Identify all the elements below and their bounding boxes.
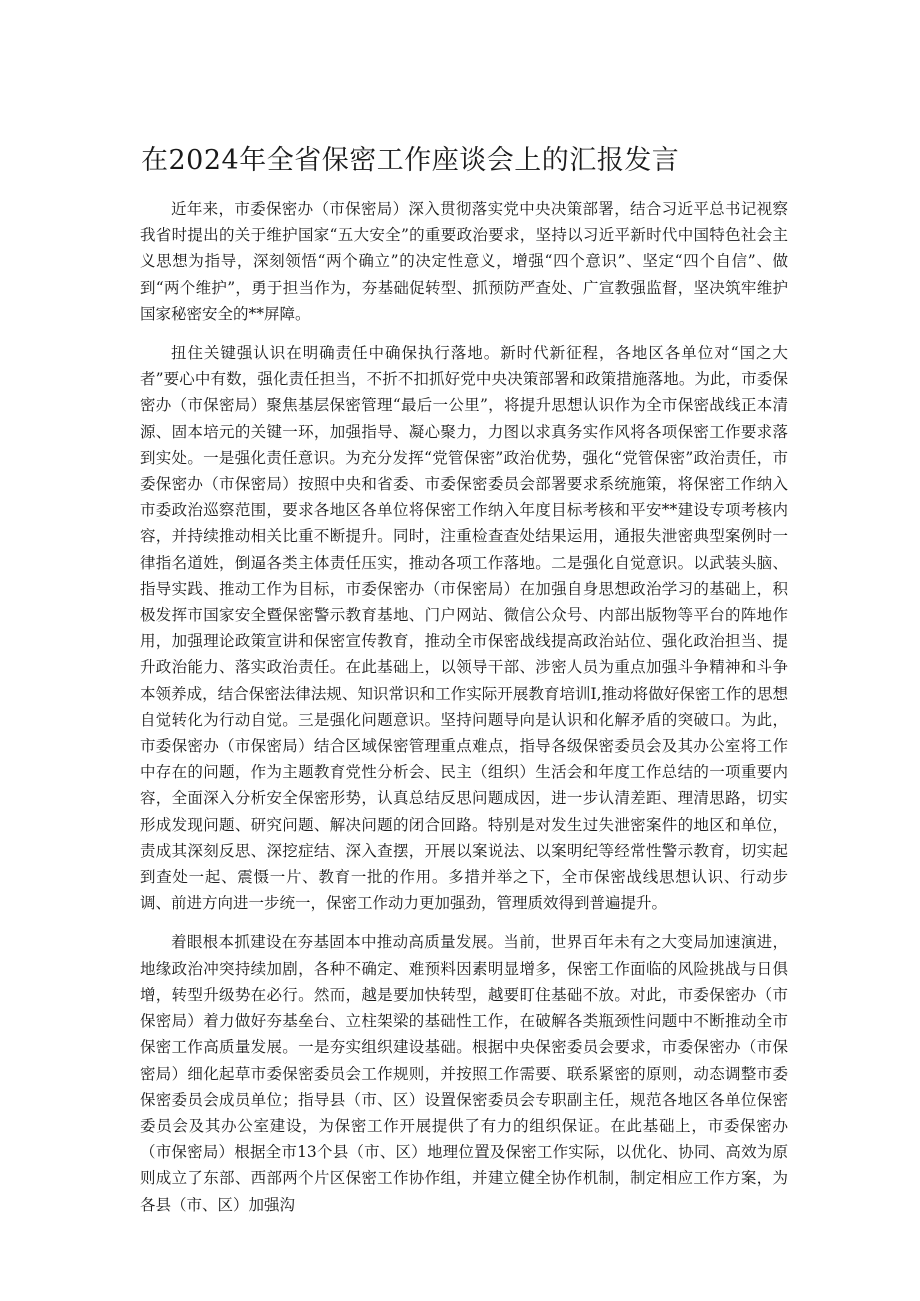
paragraph-intro: 近年来，市委保密办（市保密局）深入贯彻落实党中央决策部署，结合习近平总书记视察我省时提出的关于维护国家“五大安全”的重要政治要求，坚持以习近平新时代中国特色社会主义思想为指导，深刻领悟“两个确立”的决定性意义，增强“四个意识”、坚定“四个自信”、做到“两个维护”，勇于担当作为，夯基础促转型、抓预防严查处、广宣教强监督，坚决筑牢维护国家秘密安全的**屏障。 (140, 200, 788, 323)
document-title: 在2024年全省保密工作座谈会上的汇报发言 (141, 145, 680, 176)
paragraph-foundation: 着眼根本抓建设在夯基固本中推动高质量发展。当前，世界百年未有之大变局加速演进，地缘政治冲突持续加剧，各种不确定、难预料因素明显增多，保密工作面临的风险挑战与日俱增，转型升级势在必行。然而，越是要加快转型，越要盯住基础不放。对此，市委保密办（市保密局）着力做好夯基垒台、立柱架梁的基础性工作，在破解各类瓶颈性问题中不断推动全市保密工作高质量发展。一是夯实组织建设基础。根据中央保密委员会要求，市委保密办（市保密局）细化起草市委保密委员会工作规则，并按照工作需要、联系紧密的原则，动态调整市委保密委员会成员单位；指导县（市、区）设置保密委员会专职副主任，规范各地区各单位保密委员会及其办公室建设，为保密工作开展提供了有力的组织保证。在此基础上，市委保密办（市保密局）根据全市13个县（市、区）地理位置及保密工作实际，以优化、协同、高效为原则成立了东部、西部两个片区保密工作协作组，并建立健全协作机制，制定相应工作方案，为各县（市、区）加强沟 (140, 933, 788, 1214)
document-body (140, 196, 788, 1231)
paragraph-responsibility: 扭住关键强认识在明确责任中确保执行落地。新时代新征程，各地区各单位对“国之大者”要心中有数，强化责任担当，不折不扣抓好党中央决策部署和政策措施落地。为此，市委保密办（市保密局）聚焦基层保密管理“最后一公里”，将提升思想认识作为全市保密战线正本清源、固本培元的关键一环，加强指导、凝心聚力，力图以求真务实作风将各项保密工作要求落到实处。一是强化责任意识。为充分发挥“党管保密”政治优势，强化“党管保密”政治责任，市委保密办（市保密局）按照中央和省委、市委保密委员会部署要求系统施策，将保密工作纳入市委政治巡察范围，要求各地区各单位将保密工作纳入年度目标考核和平安**建设专项考核内容，并持续推动相关比重不断提升。同时，注重检查查处结果运用，通报失泄密典型案例时一律指名道姓，倒逼各类主体责任压实，推动各项工作落地。二是强化自觉意识。以武装头脑、指导实践、推动工作为目标，市委保密办（市保密局）在加强自身思想政治学习的基础上，积极发挥市国家安全暨保密警示教育基地、门户网站、微信公众号、内部出版物等平台的阵地作用，加强理论政策宣讲和保密宣传教育，推动全市保密战线提高政治站位、强化政治担当、提升政治能力、落实政治责任。在此基础上，以领导干部、涉密人员为重点加强斗争精神和斗争本领养成，结合保密法律法规、知识常识和工作实际开展教育培训I,推动将做好保密工作的思想自觉转化为行动自觉。三是强化问题意识。坚持问题导向是认识和化解矛盾的突破口。为此，市委保密办（市保密局）结合区域保密管理重点难点，指导各级保密委员会及其办公室将工作中存在的问题，作为主题教育党性分析会、民主（组织）生活会和年度工作总结的一项重要内容，全面深入分析安全保密形势，认真总结反思问题成因，进一步认清差距、理清思路，切实形成发现问题、研究问题、解决问题的闭合回路。特别是对发生过失泄密案件的地区和单位，责成其深刻反思、深挖症结、深入查摆，开展以案说法、以案明纪等经常性警示教育，切实起到查处一起、震慑一片、教育一批的作用。多措并举之下，全市保密战线思想认识、行动步调、前进方向进一步统一，保密工作动力更加强劲，管理质效得到普遍提升。 (140, 344, 788, 913)
